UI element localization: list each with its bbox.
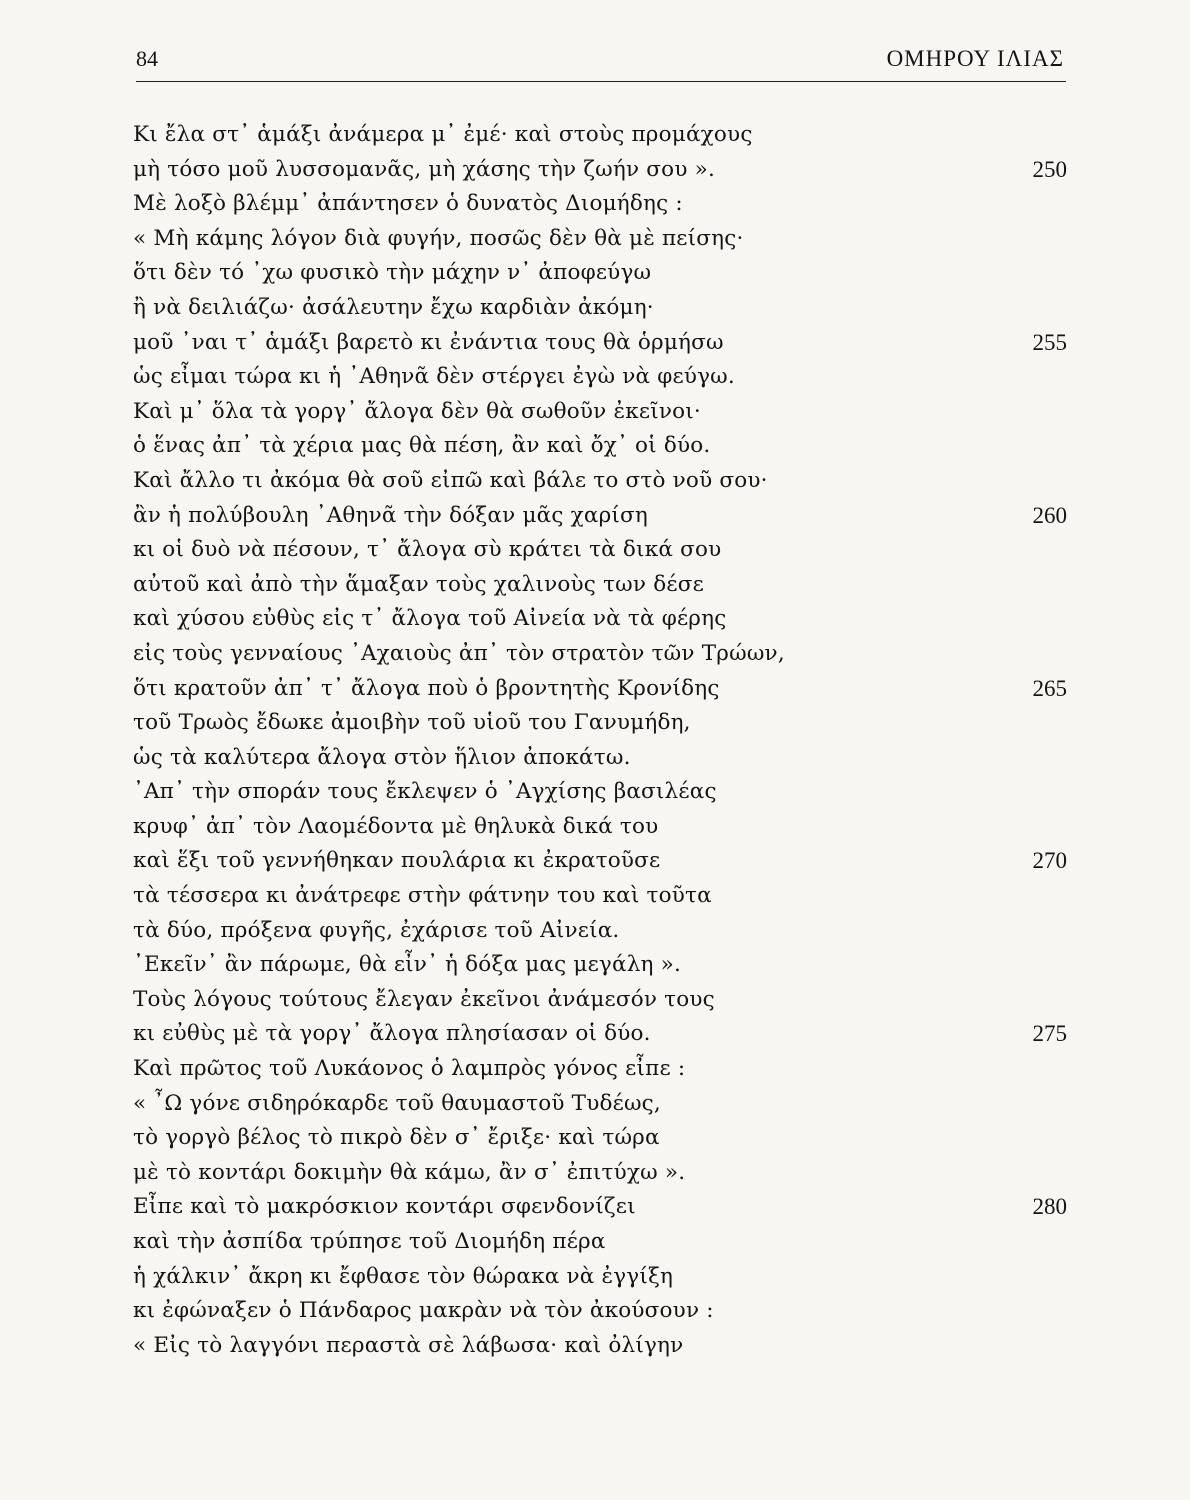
verse-block: [133, 118, 1073, 1363]
line-number: 265: [1032, 675, 1067, 701]
verse-line: [133, 222, 1073, 257]
verse-text: Καὶ πρῶτος τοῦ Λυκάονος ὁ λαμπρὸς γόνος εἶπε :: [133, 1056, 686, 1082]
verse-text: τὰ δύο, πρόξενα φυγῆς, ἐχάρισε τοῦ Αἰνεία.: [133, 917, 620, 943]
verse-text: « ῏Ω γόνε σιδηρόκαρδε τοῦ θαυμαστοῦ Τυδέως,: [133, 1090, 661, 1116]
verse-line: [133, 1156, 1073, 1191]
verse-line: [133, 568, 1073, 603]
line-number: 250: [1032, 156, 1067, 182]
verse-text: Καὶ μ᾽ ὅλα τὰ γοργ᾽ ἄλογα δὲν θὰ σωθοῦν ἐκεῖνοι·: [133, 398, 701, 424]
verse-text: κι εὐθὺς μὲ τὰ γοργ᾽ ἄλογα πλησίασαν οἱ δύο.: [133, 1021, 651, 1047]
verse-line: [133, 533, 1073, 568]
verse-line: [133, 499, 1073, 534]
verse-line: [133, 775, 1073, 810]
verse-text: καὶ τὴν ἀσπίδα τρύπησε τοῦ Διομήδη πέρα: [133, 1229, 606, 1254]
verse-text: τὸ γοργὸ βέλος τὸ πικρὸ δὲν σ᾽ ἔριξε· καὶ τώρα: [133, 1125, 660, 1151]
verse-text: Καὶ ἄλλο τι ἀκόμα θὰ σοῦ εἰπῶ καὶ βάλε το στὸ νοῦ σου·: [133, 467, 768, 493]
verse-text: ἂν ἡ πολύβουλη ᾽Αθηνᾶ τὴν δόξαν μᾶς χαρίση: [133, 502, 648, 528]
verse-line: [133, 844, 1073, 879]
verse-line: [133, 1052, 1073, 1087]
verse-line: [133, 1087, 1073, 1122]
verse-text: καὶ ἕξι τοῦ γεννήθηκαν πουλάρια κι ἐκρατοῦσε: [133, 848, 661, 874]
verse-text: ᾽Εκεῖν᾽ ἂν πάρωμε, θὰ εἶν᾽ ἡ δόξα μας μεγάλη ».: [133, 952, 682, 978]
verse-text: « Εἰς τὸ λαγγόνι περαστὰ σὲ λάβωσα· καὶ ὀλίγην: [133, 1332, 684, 1358]
verse-line: [133, 326, 1073, 361]
verse-text: Κι ἔλα στ᾽ ἁμάξι ἀνάμερα μ᾽ ἐμέ· καὶ στοὺς προμάχους: [133, 122, 753, 147]
verse-line: [133, 741, 1073, 776]
verse-line: [133, 879, 1073, 914]
verse-line: [133, 395, 1073, 430]
verse-line: [133, 706, 1073, 741]
verse-text: κι οἱ δυὸ νὰ πέσουν, τ᾽ ἄλογα σὺ κράτει τὰ δικά σου: [133, 537, 722, 563]
line-number: 270: [1032, 848, 1067, 874]
verse-line: [133, 1225, 1073, 1260]
verse-text: ἢ νὰ δειλιάζω· ἀσάλευτην ἔχω καρδιὰν ἀκόμη·: [133, 294, 654, 320]
verse-line: [133, 1017, 1073, 1052]
verse-line: [133, 256, 1073, 291]
verse-text: καὶ χύσου εὐθὺς εἰς τ᾽ ἄλογα τοῦ Αἰνεία νὰ τὰ φέρης: [133, 606, 727, 632]
verse-line: [133, 637, 1073, 672]
verse-text: ἡ χάλκιν᾽ ἄκρη κι ἔφθασε τὸν θώρακα νὰ ἐγγίξη: [133, 1263, 674, 1289]
running-title: ΟΜΗΡΟΥ ΙΛΙΑΣ: [886, 46, 1064, 71]
verse-text: ὁ ἕνας ἀπ᾽ τὰ χέρια μας θὰ πέση, ἂν καὶ ὄχ᾽ οἱ δύο.: [133, 433, 711, 459]
verse-line: [133, 118, 1073, 153]
line-number: 275: [1032, 1021, 1067, 1047]
verse-line: [133, 153, 1073, 188]
verse-line: [133, 914, 1073, 949]
verse-text: ὅτι δὲν τό ᾽χω φυσικὸ τὴν μάχην ν᾽ ἀποφεύγω: [133, 260, 652, 286]
verse-line: [133, 810, 1073, 845]
verse-text: αὐτοῦ καὶ ἀπὸ τὴν ἅμαξαν τοὺς χαλινοὺς των δέσε: [133, 571, 704, 597]
line-number: 255: [1032, 329, 1067, 355]
verse-text: μοῦ ᾽ναι τ᾽ ἁμάξι βαρετὸ κι ἐνάντια τους θὰ ὁρμήσω: [133, 329, 724, 355]
verse-line: [133, 1121, 1073, 1156]
verse-line: [133, 429, 1073, 464]
verse-line: [133, 1190, 1073, 1225]
verse-text: Τοὺς λόγους τούτους ἔλεγαν ἐκεῖνοι ἀνάμεσόν τους: [133, 986, 715, 1012]
verse-text: μὲ τὸ κοντάρι δοκιμὴν θὰ κάμω, ἂν σ᾽ ἐπιτύχω ».: [133, 1159, 686, 1185]
verse-line: [133, 1294, 1073, 1329]
verse-text: τὰ τέσσερα κι ἀνάτρεφε στὴν φάτνην του καὶ τοῦτα: [133, 883, 712, 909]
verse-line: [133, 1329, 1073, 1364]
verse-text: μὴ τόσο μοῦ λυσσομανᾶς, μὴ χάσης τὴν ζωήν σου ».: [133, 156, 716, 182]
line-number: 280: [1032, 1194, 1067, 1220]
verse-line: [133, 464, 1073, 499]
verse-text: Μὲ λοξὸ βλέμμ᾽ ἀπάντησεν ὁ δυνατὸς Διομήδης :: [133, 191, 683, 217]
verse-text: ὡς εἶμαι τώρα κι ἡ ᾽Αθηνᾶ δὲν στέργει ἐγὼ νὰ φεύγω.: [133, 364, 735, 390]
verse-line: [133, 187, 1073, 222]
verse-line: [133, 672, 1073, 707]
verse-text: Εἶπε καὶ τὸ μακρόσκιον κοντάρι σφενδονίζει: [133, 1194, 636, 1220]
line-number: 260: [1032, 502, 1067, 528]
verse-text: εἰς τοὺς γενναίους ᾽Αχαιοὺς ἀπ᾽ τὸν στρατὸν τῶν Τρώων,: [133, 640, 785, 666]
page-number: 84: [136, 46, 158, 71]
verse-line: [133, 983, 1073, 1018]
verse-line: [133, 948, 1073, 983]
verse-line: [133, 291, 1073, 326]
page-header: [136, 44, 1064, 78]
verse-text: τοῦ Τρωὸς ἔδωκε ἀμοιβὴν τοῦ υἱοῦ του Γανυμήδη,: [133, 710, 691, 736]
verse-line: [133, 1260, 1073, 1295]
verse-text: κι ἐφώναξεν ὁ Πάνδαρος μακρὰν νὰ τὸν ἀκούσουν :: [133, 1298, 714, 1324]
verse-line: [133, 360, 1073, 395]
verse-text: « Μὴ κάμης λόγον διὰ φυγήν, ποσῶς δὲν θὰ μὲ πείσης·: [133, 225, 744, 251]
verse-line: [133, 602, 1073, 637]
verse-text: κρυφ᾽ ἀπ᾽ τὸν Λαομέδοντα μὲ θηλυκὰ δικά του: [133, 813, 659, 839]
header-rule: [136, 81, 1066, 82]
verse-text: ᾽Απ᾽ τὴν σποράν τους ἔκλεψεν ὁ ᾽Αγχίσης βασιλέας: [133, 779, 717, 805]
verse-text: ὅτι κρατοῦν ἀπ᾽ τ᾽ ἄλογα ποὺ ὁ βροντητὴς Κρονίδης: [133, 675, 720, 701]
verse-text: ὡς τὰ καλύτερα ἄλογα στὸν ἥλιον ἀποκάτω.: [133, 744, 631, 770]
